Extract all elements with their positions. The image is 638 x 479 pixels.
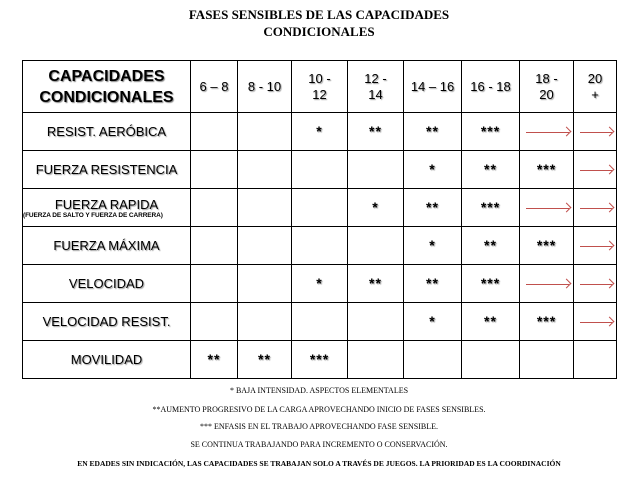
empty-cell — [191, 189, 238, 227]
intensity-stars: ** — [426, 198, 439, 215]
intensity-stars: * — [316, 122, 323, 139]
capacity-name — [23, 227, 191, 265]
intensity-cell — [520, 227, 574, 265]
intensity-cell — [404, 113, 462, 151]
header-capacidades — [23, 61, 191, 113]
continuation-arrow-cell — [520, 113, 574, 151]
continuation-arrow-cell — [520, 189, 574, 227]
capacity-name — [23, 189, 191, 227]
empty-cell — [191, 151, 238, 189]
empty-cell — [462, 341, 520, 379]
empty-cell — [574, 341, 617, 379]
intensity-stars: *** — [480, 122, 501, 139]
table-row — [23, 113, 617, 151]
intensity-stars: * — [429, 160, 436, 177]
continuation-arrow-cell — [574, 303, 617, 341]
note-emphasis: *** ENFASIS EN EL TRABAJO APROVECHANDO FASE SENSIBLE. — [200, 422, 438, 431]
capacity-label: VELOCIDAD RESIST. — [42, 314, 171, 329]
capacity-name — [23, 303, 191, 341]
intensity-stars: * — [316, 274, 323, 291]
capacity-name — [23, 113, 191, 151]
intensity-cell — [191, 341, 238, 379]
intensity-stars: ** — [369, 122, 382, 139]
intensity-cell — [348, 265, 404, 303]
intensity-cell — [292, 265, 348, 303]
header-age-line-2: 14 — [368, 86, 383, 102]
empty-cell — [191, 113, 238, 151]
intensity-cell — [462, 151, 520, 189]
header-age-1 — [238, 61, 292, 113]
empty-cell — [520, 341, 574, 379]
intensity-stars: ** — [484, 236, 497, 253]
table-row — [23, 303, 617, 341]
intensity-stars: * — [429, 312, 436, 329]
continuation-arrow-cell — [574, 265, 617, 303]
intensity-stars: *** — [480, 198, 501, 215]
arrow-right-icon — [580, 132, 612, 133]
intensity-cell — [348, 189, 404, 227]
capacity-label: RESIST. AERÓBICA — [46, 124, 167, 139]
header-age-line-1: 6 – 8 — [199, 78, 229, 94]
intensity-cell — [462, 303, 520, 341]
empty-cell — [191, 265, 238, 303]
capacity-name — [23, 265, 191, 303]
empty-cell — [292, 303, 348, 341]
empty-cell — [191, 227, 238, 265]
intensity-cell — [404, 189, 462, 227]
header-age-5 — [462, 61, 520, 113]
continuation-arrow-cell — [574, 113, 617, 151]
intensity-stars: *** — [480, 274, 501, 291]
header-age-line-1: 20 — [587, 70, 603, 86]
footer-note: EN EDADES SIN INDICACIÓN, LAS CAPACIDADES SE TRABAJAN SOLO A TRAVÉS DE JUEGOS. LA PRIORIDAD ES LA COORDINACIÓN — [77, 459, 561, 468]
continuation-arrow-cell — [574, 189, 617, 227]
header-age-7 — [574, 61, 617, 113]
empty-cell — [238, 303, 292, 341]
table-row — [23, 265, 617, 303]
intensity-cell — [348, 113, 404, 151]
capacity-label: VELOCIDAD — [68, 276, 145, 291]
intensity-cell — [292, 341, 348, 379]
intensity-cell — [404, 227, 462, 265]
intensity-cell — [292, 113, 348, 151]
intensity-stars: *** — [309, 350, 330, 367]
empty-cell — [292, 151, 348, 189]
sensitive-phases-table — [22, 60, 617, 379]
header-age-line-1: 10 - — [308, 70, 331, 86]
note-low-intensity: * BAJA INTENSIDAD. ASPECTOS ELEMENTALES — [229, 386, 409, 395]
intensity-cell — [404, 151, 462, 189]
table-row — [23, 227, 617, 265]
intensity-stars: ** — [484, 312, 497, 329]
intensity-cell — [462, 113, 520, 151]
capacity-name — [23, 151, 191, 189]
arrow-right-icon — [580, 246, 612, 247]
empty-cell — [348, 341, 404, 379]
header-age-line-2: 12 — [312, 86, 327, 102]
intensity-stars: ** — [426, 122, 439, 139]
table-row — [23, 341, 617, 379]
arrow-right-icon — [580, 170, 612, 171]
intensity-stars: ** — [426, 274, 439, 291]
arrow-right-icon — [526, 208, 569, 209]
continuation-arrow-cell — [574, 227, 617, 265]
page-title — [0, 6, 638, 40]
empty-cell — [238, 113, 292, 151]
header-row — [23, 61, 617, 113]
intensity-cell — [462, 265, 520, 303]
intensity-cell — [404, 265, 462, 303]
table-row — [23, 189, 617, 227]
intensity-cell — [462, 189, 520, 227]
header-cap-line-1: CAPACIDADES — [48, 67, 165, 85]
arrow-right-icon — [526, 132, 569, 133]
header-age-2 — [292, 61, 348, 113]
header-age-3 — [348, 61, 404, 113]
table-row — [23, 151, 617, 189]
intensity-stars: ** — [369, 274, 382, 291]
capacity-label: FUERZA RAPIDA — [54, 196, 159, 212]
intensity-stars: *** — [536, 312, 557, 329]
intensity-cell — [404, 303, 462, 341]
empty-cell — [238, 189, 292, 227]
header-age-line-1: 8 - 10 — [247, 78, 282, 94]
empty-cell — [238, 151, 292, 189]
capacity-name — [23, 341, 191, 379]
intensity-stars: * — [372, 198, 379, 215]
intensity-stars: * — [429, 236, 436, 253]
header-age-4 — [404, 61, 462, 113]
capacity-label: MOVILIDAD — [70, 352, 143, 367]
empty-cell — [348, 303, 404, 341]
capacity-sublabel: (FUERZA DE SALTO Y FUERZA DE CARRERA) — [23, 211, 163, 219]
empty-cell — [191, 303, 238, 341]
continuation-arrow-cell — [520, 265, 574, 303]
header-cap-line-2: CONDICIONALES — [39, 88, 174, 106]
intensity-cell — [462, 227, 520, 265]
arrow-right-icon — [580, 322, 612, 323]
title-line-2: CONDICIONALES — [263, 24, 375, 39]
intensity-stars: ** — [258, 350, 271, 367]
header-age-0 — [191, 61, 238, 113]
header-age-line-1: 18 - — [535, 70, 558, 86]
empty-cell — [238, 227, 292, 265]
arrow-right-icon — [580, 208, 612, 209]
intensity-stars: *** — [536, 160, 557, 177]
intensity-cell — [520, 151, 574, 189]
intensity-stars: *** — [536, 236, 557, 253]
header-age-line-2: + — [591, 86, 599, 102]
arrow-right-icon — [526, 284, 569, 285]
empty-cell — [238, 265, 292, 303]
empty-cell — [348, 151, 404, 189]
header-age-6 — [520, 61, 574, 113]
capacity-label: FUERZA RESISTENCIA — [35, 162, 178, 177]
header-age-line-1: 16 - 18 — [470, 78, 511, 94]
empty-cell — [348, 227, 404, 265]
title-line-1: FASES SENSIBLES DE LAS CAPACIDADES — [188, 7, 450, 22]
note-progressive-load: **AUMENTO PROGRESIVO DE LA CARGA APROVECHANDO INICIO DE FASES SENSIBLES. — [152, 405, 486, 414]
empty-cell — [292, 189, 348, 227]
note-continue: SE CONTINUA TRABAJANDO PARA INCREMENTO O CONSERVACIÓN. — [190, 440, 448, 449]
empty-cell — [292, 227, 348, 265]
intensity-cell — [238, 341, 292, 379]
header-age-line-1: 12 - — [364, 70, 387, 86]
intensity-cell — [520, 303, 574, 341]
intensity-stars: ** — [484, 160, 497, 177]
empty-cell — [404, 341, 462, 379]
intensity-stars: ** — [207, 350, 221, 367]
arrow-right-icon — [580, 284, 612, 285]
capacity-label: FUERZA MÁXIMA — [53, 238, 160, 253]
continuation-arrow-cell — [574, 151, 617, 189]
header-age-line-2: 20 — [539, 86, 554, 102]
header-age-line-1: 14 – 16 — [410, 78, 455, 94]
